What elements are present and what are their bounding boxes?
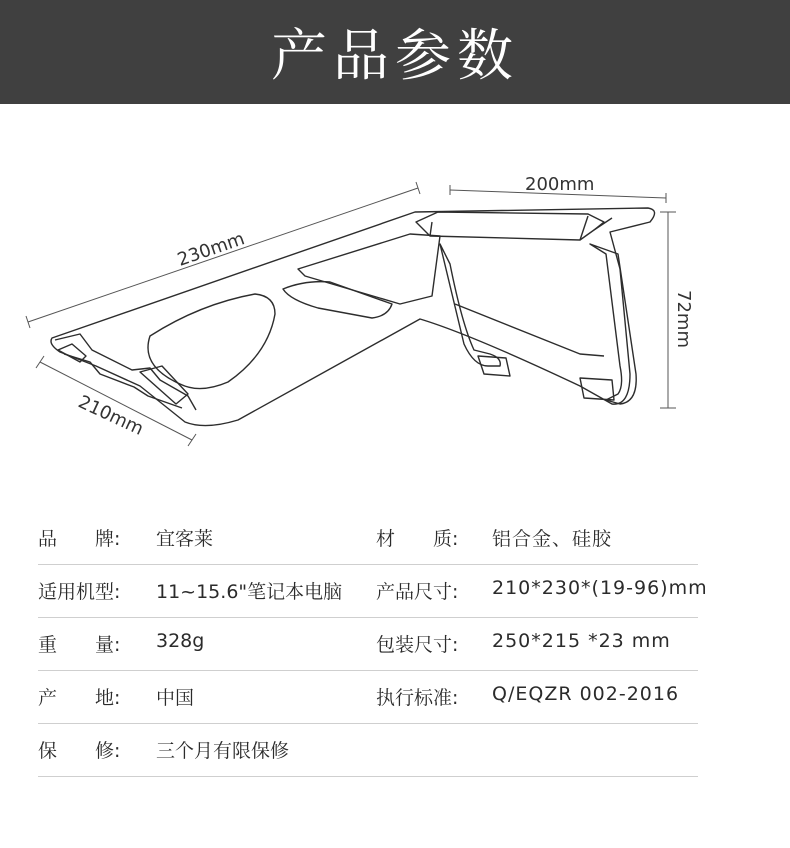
large-cutout <box>148 294 275 389</box>
spec-label: 产品尺寸: <box>376 581 459 603</box>
spec-row <box>38 724 698 777</box>
spec-value: 328g <box>156 630 205 652</box>
spec-value: 铝合金、硅胶 <box>492 528 613 550</box>
spec-value: 三个月有限保修 <box>156 740 290 762</box>
dimension-label-top-width: 200mm <box>525 174 595 195</box>
rear-lip <box>416 212 604 240</box>
middle-cutout <box>283 282 392 318</box>
spec-row <box>38 618 698 671</box>
spec-value: 宜客莱 <box>156 528 214 550</box>
spec-value: 250*215 *23 mm <box>492 630 671 652</box>
spec-value: 11~15.6"笔记本电脑 <box>156 581 343 603</box>
front-foot-left <box>58 344 86 362</box>
spec-label: 保 修: <box>38 740 121 762</box>
spec-row <box>38 671 698 724</box>
header-banner <box>0 0 790 104</box>
dimension-label-bottom-width: 210mm <box>74 391 147 440</box>
spec-value: 210*230*(19-96)mm <box>492 577 708 599</box>
product-dimension-diagram <box>0 104 790 504</box>
spec-label: 适用机型: <box>38 581 121 603</box>
stand-top-plate <box>51 208 655 426</box>
spec-label: 品 牌: <box>38 528 121 550</box>
spec-value: 中国 <box>156 687 195 709</box>
spec-row <box>38 512 698 565</box>
front-lip <box>55 334 196 410</box>
spec-label: 材 质: <box>376 528 459 550</box>
spec-label: 重 量: <box>38 634 121 656</box>
laptop-stand-drawing <box>0 104 790 504</box>
spec-label: 执行标准: <box>376 687 459 709</box>
spec-row <box>38 565 708 618</box>
dimension-label-length: 230mm <box>174 228 248 271</box>
spec-table <box>38 512 708 777</box>
spec-label: 产 地: <box>38 687 121 709</box>
dimension-label-height: 72mm <box>673 290 694 348</box>
page-title: 产品参数 <box>271 24 519 89</box>
left-leg <box>440 244 500 366</box>
spec-value: Q/EQZR 002-2016 <box>492 683 680 705</box>
spec-label: 包装尺寸: <box>376 634 459 656</box>
